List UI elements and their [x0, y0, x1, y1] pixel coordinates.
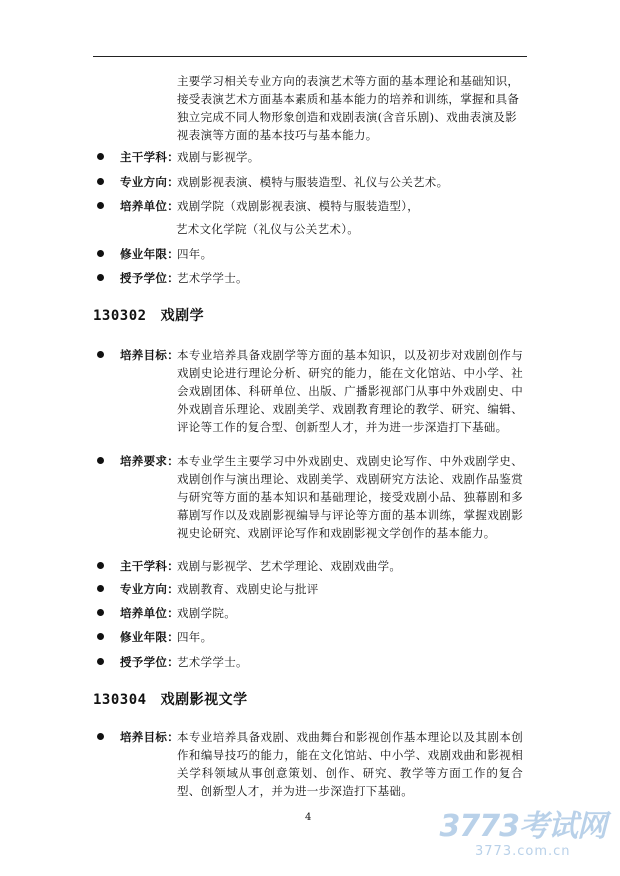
- field-label: 授予学位：: [120, 271, 179, 285]
- section-name: 戏剧影视文学: [160, 692, 248, 708]
- section-code: 130304: [93, 692, 147, 708]
- field-label: 培养要求：: [120, 454, 179, 468]
- field-label: 培养单位：: [120, 606, 179, 620]
- bullet-icon: [97, 202, 104, 209]
- field-value: 四年。: [177, 247, 213, 261]
- bullet-icon: [97, 609, 104, 616]
- field-label: 修业年限：: [120, 630, 179, 644]
- field-value: 艺术学学士。: [177, 655, 248, 669]
- field-label: 主干学科：: [120, 150, 179, 164]
- field-label: 专业方向：: [120, 582, 179, 596]
- site-watermark: [440, 810, 607, 859]
- intro-paragraph: 主要学习相关专业方向的表演艺术等方面的基本理论和基础知识，接受表演艺术方面基本素质和基本能力的培养和训练，掌握和具备独立完成不同人物形象创造和戏剧表演(含音乐剧)、戏曲表演及影视表演等方面的基本技巧与基本能力。: [177, 74, 520, 142]
- section-code: 130302: [93, 308, 147, 324]
- field-label: 专业方向：: [120, 175, 179, 189]
- field-value: 本专业培养具备戏剧学等方面的基本知识，以及初步对戏剧创作与戏剧史论进行理论分析、研究的能力，能在文化馆站、中小学、社会戏剧团体、科研单位、出版、广播影视部门从事中外戏剧史、中外戏剧音乐理论、戏剧美学、戏剧教育理论的教学、研究、编辑、评论等工作的复合型、创新型人才，并为进一步深造打下基础。: [177, 348, 523, 434]
- bullet-icon: [97, 153, 104, 160]
- bullet-icon: [97, 733, 104, 740]
- watermark-logo: 3773考试网: [439, 809, 606, 844]
- field-value: 艺术学学士。: [177, 271, 248, 285]
- bullet-icon: [97, 274, 104, 281]
- section-name: 戏剧学: [160, 308, 205, 324]
- field-value: 本专业学生主要学习中外戏剧史、戏剧史论写作、中外戏剧学史、戏剧创作与演出理论、戏剧美学、戏剧研究方法论、戏剧作品鉴赏与研究等方面的基本知识和基础理论，接受戏剧小品、独幕剧和多幕剧写作以及戏剧影视编导与评论等方面的基本训练，掌握戏剧影视史论研究、戏剧评论写作和戏剧影视文学创作的基本能力。: [177, 454, 523, 540]
- unit-continuation: 艺术文化学院（礼仪与公关艺术）。: [176, 222, 360, 236]
- header-rule: [93, 56, 527, 57]
- field-label: 培养单位：: [120, 199, 179, 213]
- bullet-icon: [97, 562, 104, 569]
- watermark-url: 3773.com.cn: [475, 844, 571, 859]
- field-value: 戏剧教育、戏剧史论与批评: [177, 582, 319, 596]
- field-label: 主干学科：: [120, 559, 179, 573]
- field-value: 戏剧与影视学、艺术学理论、戏剧戏曲学。: [177, 559, 402, 573]
- field-value: 戏剧学院。: [177, 606, 236, 620]
- field-label: 修业年限：: [120, 247, 179, 261]
- field-value: 戏剧学院（戏剧影视表演、模特与服装造型），: [177, 199, 420, 213]
- section-heading: [93, 305, 204, 325]
- field-value: 本专业培养具备戏剧、戏曲舞台和影视创作基本理论以及其剧本创作和编导技巧的能力，能在文化馆站、中小学、戏剧戏曲和影视相关学科领域从事创意策划、创作、研究、教学等方面工作的复合型、创新型人才，并为进一步深造打下基础。: [177, 730, 523, 798]
- bullet-icon: [97, 178, 104, 185]
- field-value: 戏剧影视表演、模特与服装造型、礼仪与公关艺术。: [177, 175, 449, 189]
- page-number: 4: [305, 812, 312, 823]
- bullet-icon: [97, 658, 104, 665]
- field-label: 培养目标：: [120, 730, 179, 744]
- field-label: 授予学位：: [120, 655, 179, 669]
- bullet-icon: [97, 351, 104, 358]
- section-heading: [93, 689, 248, 709]
- bullet-icon: [97, 633, 104, 640]
- field-value: 四年。: [177, 630, 213, 644]
- field-label: 培养目标：: [120, 348, 179, 362]
- field-value: 戏剧与影视学。: [177, 150, 260, 164]
- bullet-icon: [97, 585, 104, 592]
- bullet-icon: [97, 457, 104, 464]
- bullet-icon: [97, 250, 104, 257]
